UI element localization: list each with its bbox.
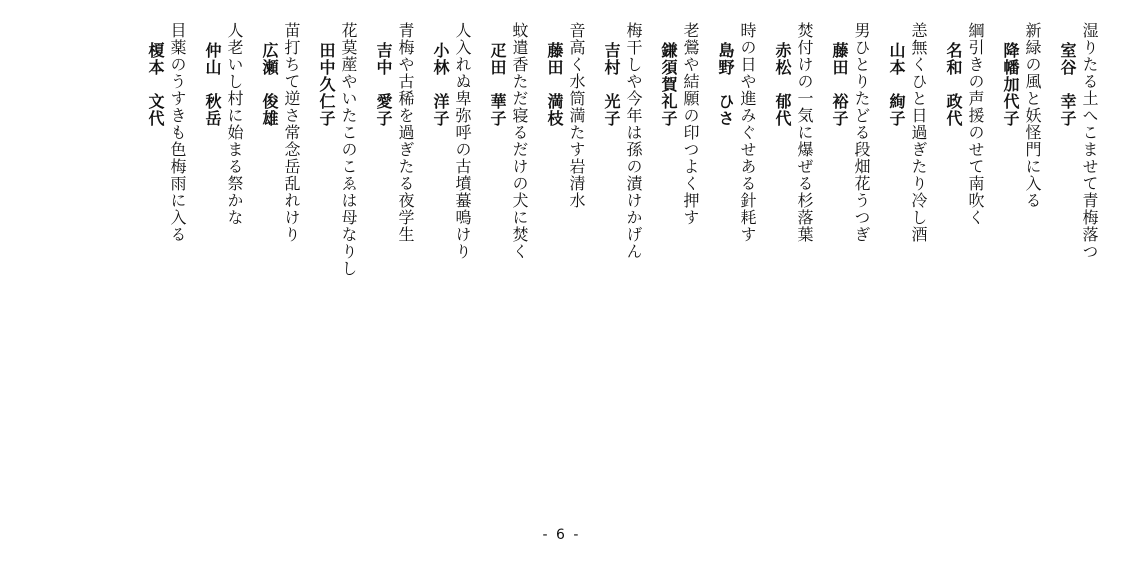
- author-name: 吉村 光子: [602, 42, 621, 127]
- haiku-entry: [144, 22, 188, 243]
- author-name: 田中久仁子: [317, 42, 336, 127]
- haiku-text: 人入れぬ卑弥呼の古墳蟇鳴けり: [453, 22, 472, 260]
- haiku-text: 綱引きの声援のせて南吹く: [966, 22, 985, 226]
- author-name: 藤田 満枝: [545, 42, 564, 127]
- haiku-text: 蚊遣香ただ寝るだけの犬に焚く: [510, 22, 529, 260]
- haiku-entry: [999, 22, 1043, 209]
- haiku-text: 苗打ちて逆さ常念岳乱れけり: [282, 22, 301, 243]
- haiku-entry: [543, 22, 587, 209]
- haiku-entry: [885, 22, 929, 243]
- haiku-entry: [258, 22, 302, 243]
- haiku-entry: [201, 22, 245, 226]
- haiku-entry: [942, 22, 986, 226]
- author-name: 名和 政代: [944, 42, 963, 127]
- haiku-text: 男ひとりたどる段畑花うつぎ: [852, 22, 871, 243]
- author-name: 榎本 文代: [146, 42, 165, 127]
- haiku-text: 恙無くひと日過ぎたり冷し酒: [909, 22, 928, 243]
- author-name: 降幡加代子: [1001, 42, 1020, 127]
- author-name: 疋田 華子: [488, 42, 507, 127]
- haiku-text: 焚付けの一気に爆ぜる杉落葉: [795, 22, 814, 243]
- haiku-entry: [486, 22, 530, 260]
- haiku-text: 湿りたる土へこませて青梅落つ: [1080, 22, 1099, 260]
- haiku-collection: [38, 22, 1100, 502]
- author-name: 室谷 幸子: [1058, 42, 1077, 127]
- page-number: - 6 -: [542, 527, 581, 543]
- haiku-text: 梅干しや今年は孫の漬けかげん: [624, 22, 643, 260]
- haiku-entry: [714, 22, 758, 243]
- haiku-entry: [657, 22, 701, 226]
- haiku-text: 青梅や古稀を過ぎたる夜学生: [396, 22, 415, 243]
- haiku-text: 目薬のうすきも色梅雨に入る: [168, 22, 187, 243]
- haiku-text: 老鶯や結願の印つよく押す: [681, 22, 700, 226]
- haiku-text: 花莫蓙やいたこのこゑは母なりし: [339, 22, 358, 277]
- haiku-text: 新緑の風と妖怪門に入る: [1023, 22, 1042, 209]
- author-name: 小林 洋子: [431, 42, 450, 127]
- haiku-entry: [600, 22, 644, 260]
- author-name: 赤松 郁代: [773, 42, 792, 127]
- haiku-text: 音高く水筒満たす岩清水: [567, 22, 586, 209]
- author-name: 鎌須賀礼子: [659, 42, 678, 127]
- author-name: 山本 絢子: [887, 42, 906, 127]
- haiku-entry: [315, 22, 359, 277]
- haiku-entry: [429, 22, 473, 260]
- haiku-text: 時の日や進みぐせある針耗す: [738, 22, 757, 243]
- author-name: 吉中 愛子: [374, 42, 393, 127]
- haiku-entry: [372, 22, 416, 243]
- author-name: 広瀬 俊雄: [260, 42, 279, 127]
- author-name: 島野 ひさ: [716, 42, 735, 127]
- haiku-text: 人老いし村に始まる祭かな: [225, 22, 244, 226]
- author-name: 仲山 秋岳: [203, 42, 222, 127]
- haiku-entry: [771, 22, 815, 243]
- author-name: 藤田 裕子: [830, 42, 849, 127]
- haiku-entry: [828, 22, 872, 243]
- haiku-entry: [1056, 22, 1100, 260]
